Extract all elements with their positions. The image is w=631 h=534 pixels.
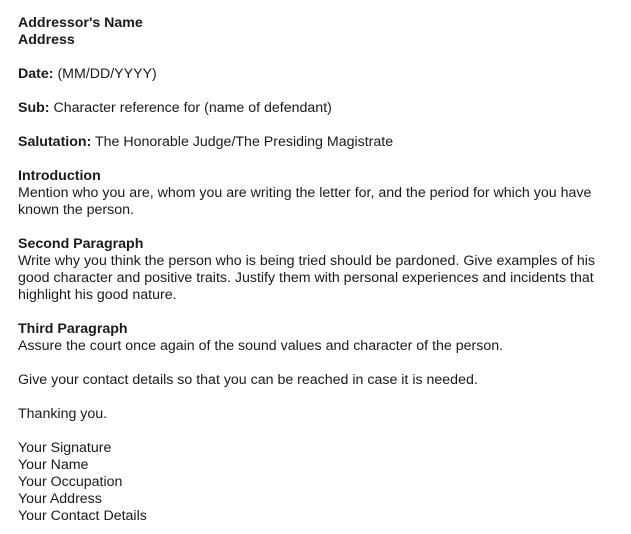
section-line: highlight his good nature.	[18, 287, 177, 303]
contact-details-signature-line: Your Contact Details	[18, 508, 147, 524]
section-line: Mention who you are, whom you are writing the letter for, and the period for which you have	[18, 185, 592, 201]
section-line: good character and positive traits. Justify them with personal experiences and incidents that	[18, 270, 594, 286]
section-second-paragraph	[18, 236, 623, 304]
addressor-name: Addressor's Name	[18, 15, 143, 31]
occupation-line: Your Occupation	[18, 474, 123, 490]
section-introduction	[18, 168, 623, 219]
salutation-line	[18, 134, 623, 151]
date-line	[18, 66, 623, 83]
subject-value: Character reference for (name of defendant)	[53, 100, 332, 116]
subject-line	[18, 100, 623, 117]
section-heading: Introduction	[18, 168, 101, 184]
closing-line: Thanking you.	[18, 406, 108, 422]
contact-details-line: Give your contact details so that you can be reached in case it is needed.	[18, 372, 478, 388]
salutation-label: Salutation:	[18, 134, 92, 150]
salutation-value: The Honorable Judge/The Presiding Magistrate	[95, 134, 394, 150]
section-third-paragraph	[18, 321, 623, 355]
addressor-address: Address	[18, 32, 75, 48]
section-heading: Third Paragraph	[18, 321, 128, 337]
date-value: (MM/DD/YYYY)	[57, 66, 157, 82]
section-line: known the person.	[18, 202, 134, 218]
section-line: Write why you think the person who is being tried should be pardoned. Give examples of his	[18, 253, 596, 269]
section-heading: Second Paragraph	[18, 236, 144, 252]
signature-block	[18, 440, 623, 525]
date-label: Date:	[18, 66, 54, 82]
name-line: Your Name	[18, 457, 89, 473]
addressor-block	[18, 15, 623, 49]
signature-line: Your Signature	[18, 440, 112, 456]
subject-label: Sub:	[18, 100, 50, 116]
address-line: Your Address	[18, 491, 102, 507]
section-line: Assure the court once again of the sound values and character of the person.	[18, 338, 504, 354]
